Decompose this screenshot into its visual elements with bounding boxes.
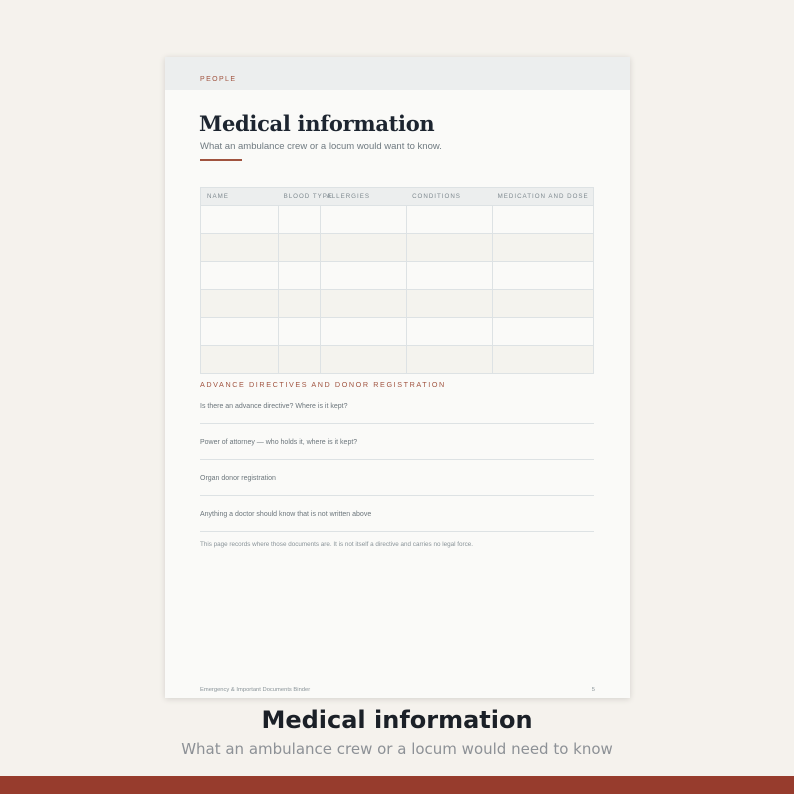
table-cell[interactable]	[278, 262, 321, 289]
doctor-notes-line[interactable]	[200, 531, 594, 532]
table-row	[201, 261, 593, 289]
table-cell[interactable]	[201, 346, 278, 373]
table-cell[interactable]	[201, 290, 278, 317]
table-row	[201, 345, 593, 373]
doctor-notes-label: Anything a doctor should know that is not written above	[200, 511, 372, 518]
disclaimer-text: This page records where those documents are. It is not itself a directive and carries no legal force.	[200, 541, 474, 548]
table-cell[interactable]	[406, 346, 492, 373]
organ-donor-label: Organ donor registration	[200, 475, 276, 482]
table-row	[201, 205, 593, 233]
column-header-medication: MEDICATION AND DOSE	[497, 193, 589, 200]
table-cell[interactable]	[320, 318, 406, 345]
page-subtitle: What an ambulance crew or a locum would want to know.	[200, 141, 442, 152]
advance-directive-line[interactable]	[200, 423, 594, 424]
advance-directive-label: Is there an advance directive? Where is it kept?	[200, 403, 348, 410]
table-cell[interactable]	[406, 318, 492, 345]
footer-page-number: 5	[591, 687, 595, 693]
power-of-attorney-line[interactable]	[200, 459, 594, 460]
table-cell[interactable]	[406, 290, 492, 317]
table-cell[interactable]	[201, 318, 278, 345]
page-title: Medical information	[199, 111, 435, 136]
table-row	[201, 233, 593, 261]
title-underline	[200, 159, 242, 161]
page-header-band	[165, 57, 630, 90]
footer-binder-title: Emergency & Important Documents Binder	[200, 687, 311, 693]
column-header-blood-type: BLOOD TYPE	[283, 193, 333, 200]
caption-subtitle: What an ambulance crew or a locum would need to know	[181, 740, 613, 758]
table-row	[201, 289, 593, 317]
table-cell[interactable]	[320, 262, 406, 289]
column-header-conditions: CONDITIONS	[412, 193, 461, 200]
table-cell[interactable]	[201, 206, 278, 233]
table-cell[interactable]	[278, 234, 321, 261]
organ-donor-line[interactable]	[200, 495, 594, 496]
table-cell[interactable]	[492, 318, 593, 345]
advance-directives-heading: ADVANCE DIRECTIVES AND DONOR REGISTRATION	[200, 380, 446, 389]
table-cell[interactable]	[320, 206, 406, 233]
table-cell[interactable]	[278, 290, 321, 317]
table-cell[interactable]	[492, 290, 593, 317]
caption-title: Medical information	[261, 706, 533, 734]
section-label: PEOPLE	[200, 76, 237, 83]
table-cell[interactable]	[201, 234, 278, 261]
table-cell[interactable]	[492, 346, 593, 373]
table-cell[interactable]	[320, 346, 406, 373]
table-header-row	[201, 188, 593, 205]
table-cell[interactable]	[320, 290, 406, 317]
table-cell[interactable]	[320, 234, 406, 261]
table-row	[201, 317, 593, 345]
table-cell[interactable]	[492, 262, 593, 289]
medical-table	[200, 187, 594, 374]
column-header-name: NAME	[207, 193, 229, 200]
column-header-allergies: ALLERGIES	[326, 193, 370, 200]
bottom-accent-band	[0, 776, 794, 794]
table-cell[interactable]	[278, 346, 321, 373]
table-cell[interactable]	[278, 206, 321, 233]
table-cell[interactable]	[278, 318, 321, 345]
table-cell[interactable]	[492, 234, 593, 261]
table-cell[interactable]	[406, 234, 492, 261]
table-cell[interactable]	[492, 206, 593, 233]
document-page	[165, 57, 630, 698]
table-cell[interactable]	[406, 262, 492, 289]
power-of-attorney-label: Power of attorney — who holds it, where is it kept?	[200, 439, 358, 446]
table-cell[interactable]	[201, 262, 278, 289]
table-cell[interactable]	[406, 206, 492, 233]
